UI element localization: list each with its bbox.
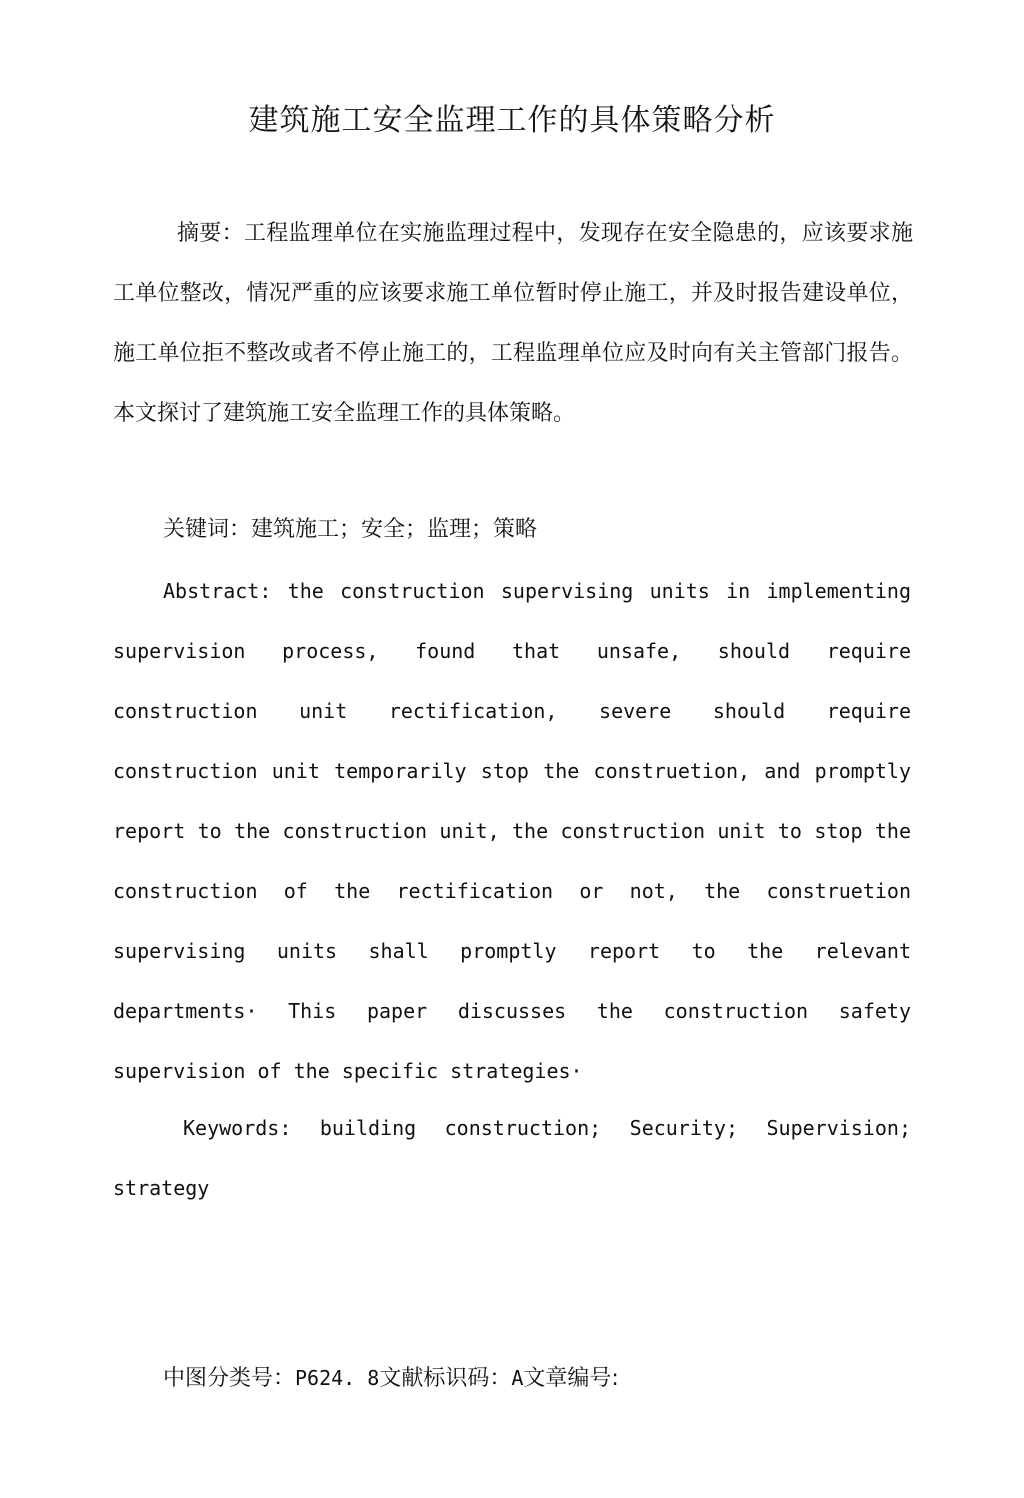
abstract-en-text: the construction supervising units in implementing supervision process, found that unsafe, should require construction unit rectification, severe should require construction unit temporarily stop the construetion, and promptly report to the construction unit, the construction unit to stop the construction of the rectification or not, the construetion supervising units shall promptly report to the relevant departments· This paper discusses the construction safety supervision of the specific strategies· <box>113 579 911 1083</box>
doc-code-value: A <box>511 1366 524 1390</box>
abstract-cn <box>113 204 913 444</box>
keywords-cn <box>163 500 863 560</box>
clc-label: 中图分类号： <box>163 1366 296 1391</box>
keywords-en <box>113 1098 911 1218</box>
abstract-en <box>113 561 911 1101</box>
clc-value: P624. 8 <box>295 1366 380 1390</box>
keywords-cn-text: 建筑施工；安全；监理；策略 <box>251 517 538 542</box>
article-no-label: 文章编号: <box>523 1366 619 1391</box>
doc-code-label: 文献标识码： <box>379 1366 512 1391</box>
abstract-en-label: Abstract: <box>163 579 288 603</box>
document-title: 建筑施工安全监理工作的具体策略分析 <box>248 103 776 138</box>
keywords-en-text: building construction; Security; Supervision; strategy <box>113 1116 911 1200</box>
abstract-cn-text: 工程监理单位在实施监理过程中，发现存在安全隐患的，应该要求施工单位整改，情况严重的应该要求施工单位暂时停止施工，并及时报告建设单位，施工单位拒不整改或者不停止施工的，工程监理单位应及时向有关主管部门报告。本文探讨了建筑施工安全监理工作的具体策略。 <box>113 221 913 426</box>
keywords-en-label: Keywords: <box>183 1116 320 1140</box>
keywords-cn-label: 关键词： <box>163 517 252 542</box>
abstract-cn-label: 摘要： <box>177 221 244 246</box>
classification-line <box>163 1348 913 1409</box>
